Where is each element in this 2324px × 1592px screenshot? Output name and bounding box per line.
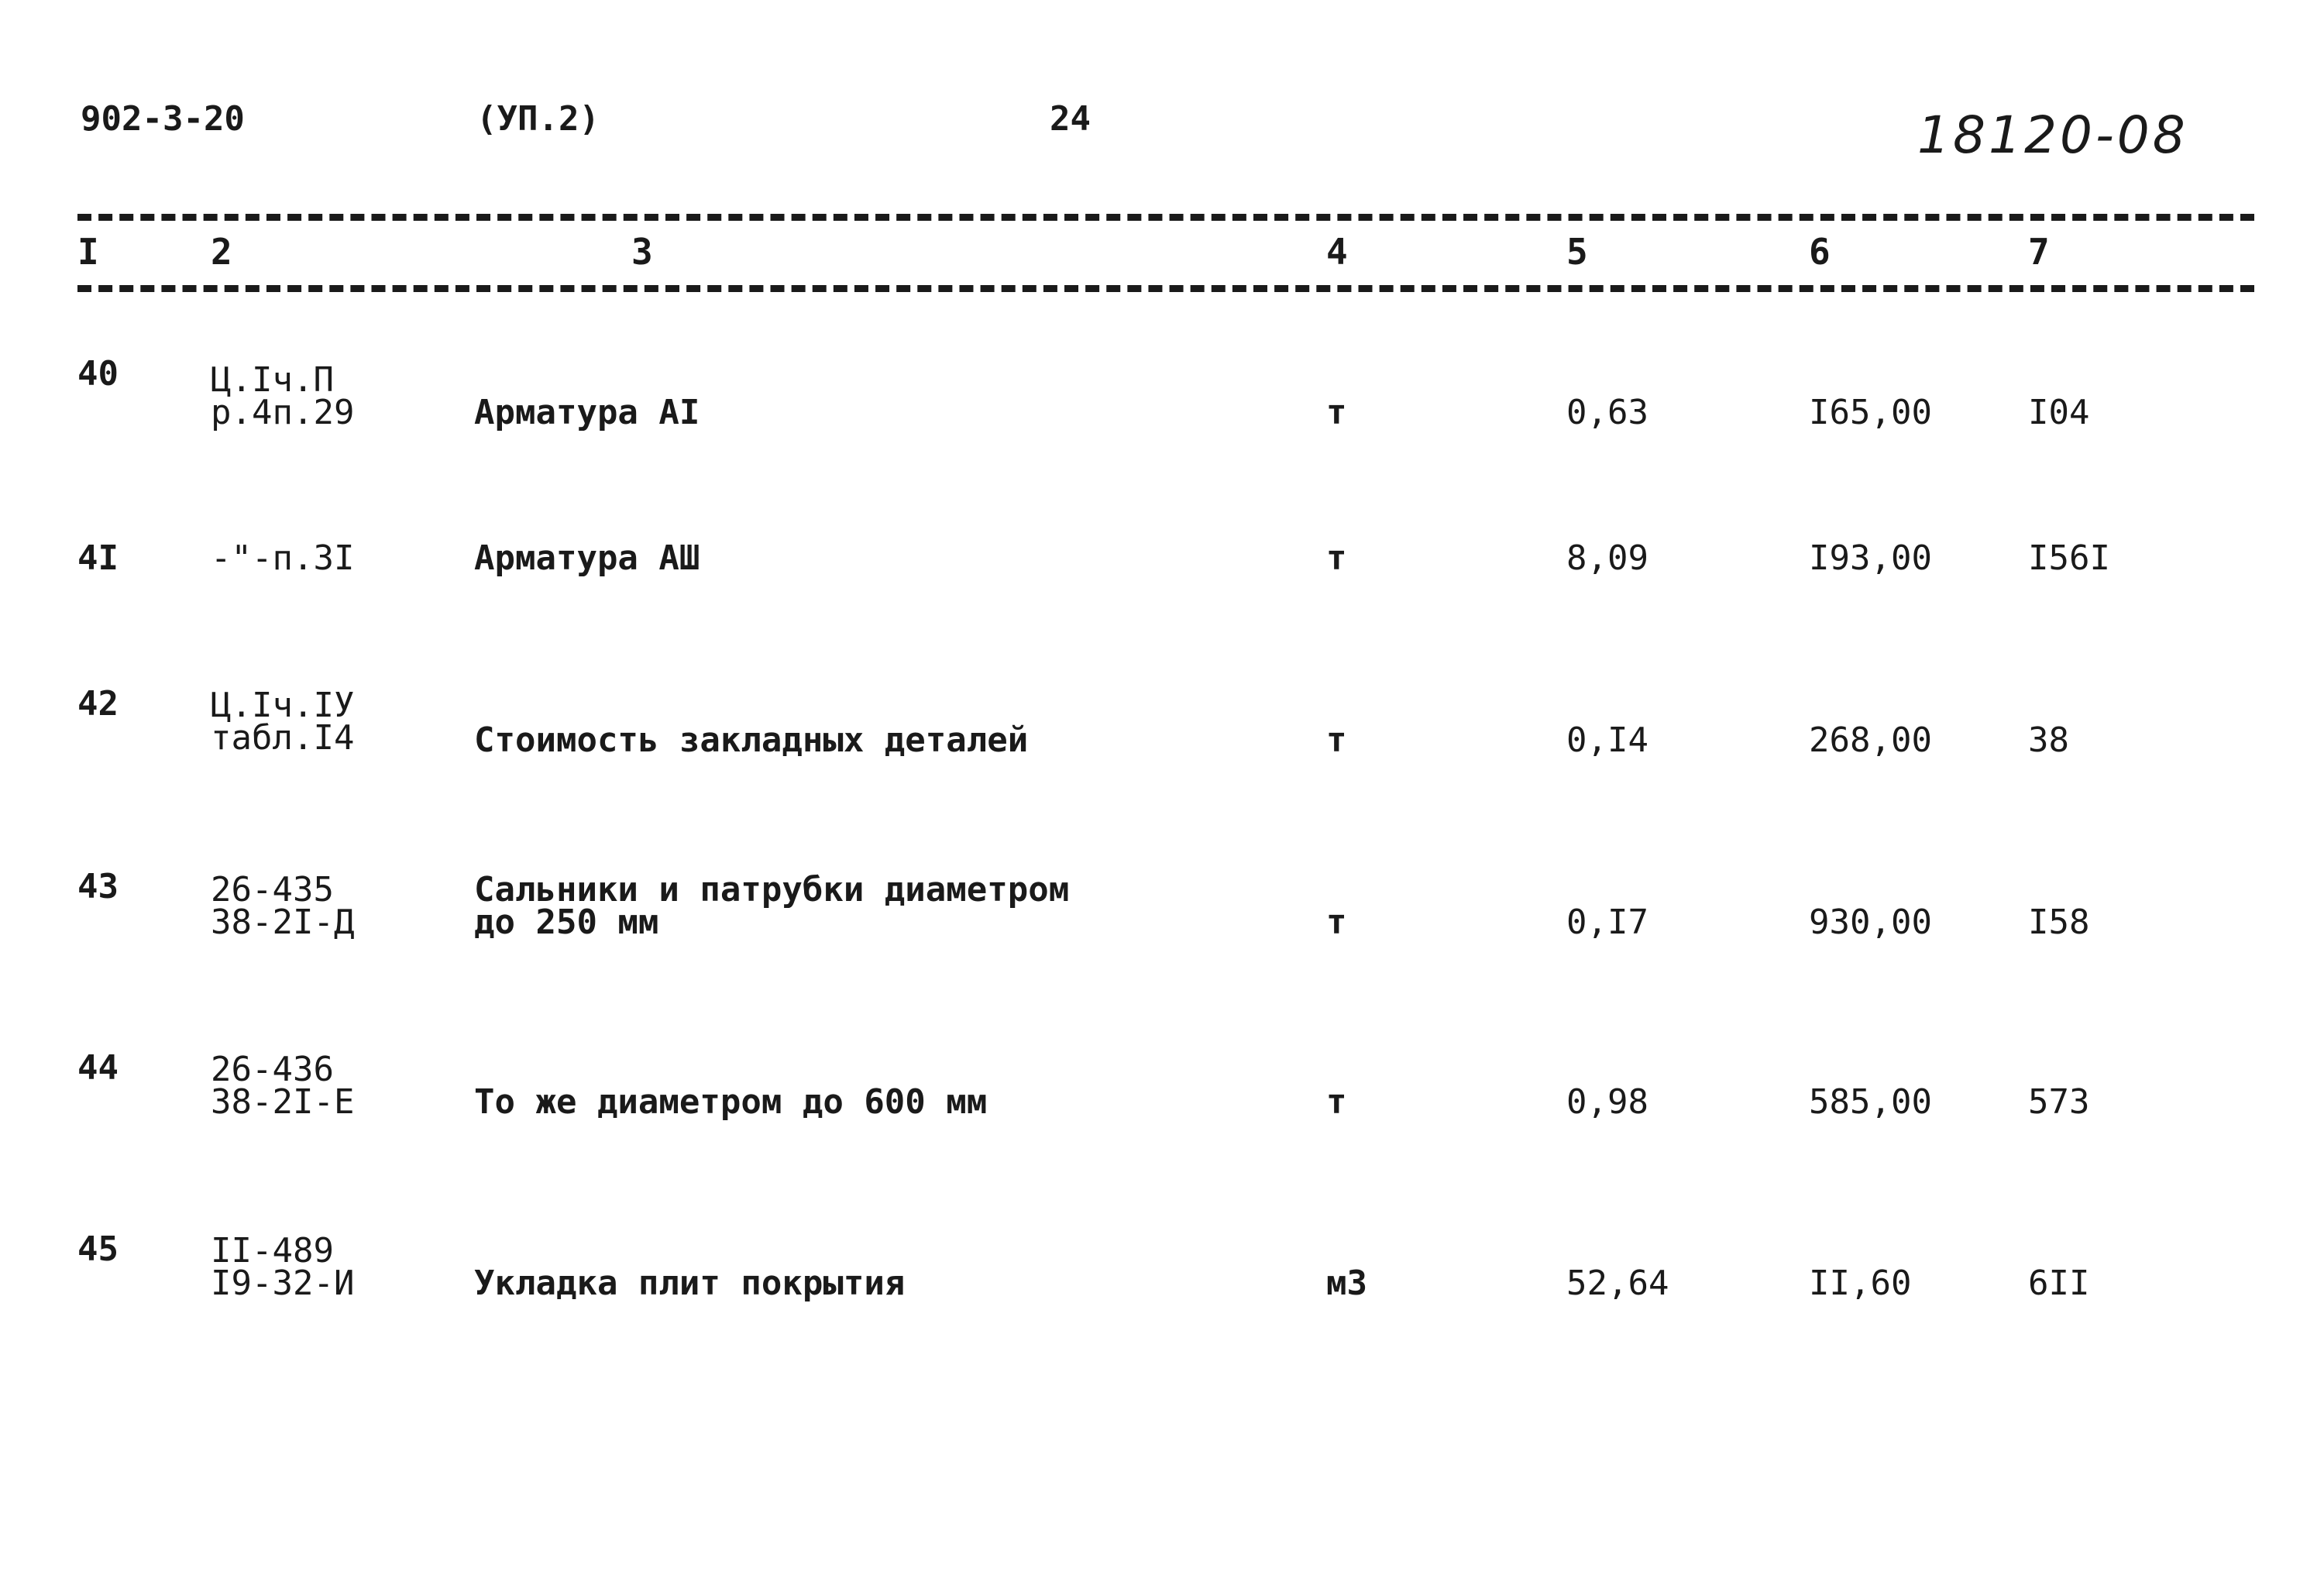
row-total: I04: [2028, 393, 2090, 432]
description-line: Арматура AШ: [474, 538, 700, 578]
row-description: [474, 720, 1029, 760]
description-line: Укладка плит покрытия: [474, 1264, 906, 1303]
reference-line: 26-435: [211, 870, 334, 909]
row-total: I56I: [2028, 538, 2110, 578]
row-total: I58: [2028, 903, 2090, 942]
row-unit: т: [1326, 1082, 1347, 1122]
header-top-divider: [77, 214, 2254, 221]
row-description: [474, 538, 700, 578]
description-line: до 250 мм: [474, 903, 659, 942]
row-total: 6II: [2028, 1264, 2090, 1303]
reference-line: I9-32-И: [211, 1264, 355, 1303]
reference-line: табл.I4: [211, 718, 355, 758]
row-unit-price: II,60: [1809, 1264, 1912, 1303]
row-number: 43: [77, 867, 119, 906]
row-quantity: 0,98: [1566, 1082, 1648, 1122]
row-quantity: 0,I4: [1566, 720, 1648, 760]
description-line: Стоимость закладных деталей: [474, 720, 1029, 760]
row-quantity: 52,64: [1566, 1264, 1669, 1303]
row-number: 40: [77, 354, 119, 394]
row-number: 42: [77, 684, 119, 724]
row-reference: [211, 360, 355, 432]
row-unit-price: I65,00: [1809, 393, 1932, 432]
row-quantity: 0,63: [1566, 393, 1648, 432]
row-total: 38: [2028, 720, 2069, 760]
row-unit: м3: [1326, 1264, 1367, 1303]
row-reference: [211, 538, 355, 578]
header-bottom-divider: [77, 285, 2254, 292]
row-reference: [211, 870, 355, 942]
row-description: [474, 1264, 906, 1303]
description-line: Арматура AI: [474, 393, 700, 432]
row-reference: [211, 1231, 355, 1303]
row-unit: т: [1326, 538, 1347, 578]
row-unit: т: [1326, 720, 1347, 760]
reference-line: II-489: [211, 1231, 334, 1271]
row-unit-price: I93,00: [1809, 538, 1932, 578]
reference-line: 38-2I-Е: [211, 1082, 355, 1122]
row-unit: т: [1326, 393, 1347, 432]
row-quantity: 8,09: [1566, 538, 1648, 578]
row-unit-price: 930,00: [1809, 903, 1932, 942]
reference-line: 26-436: [211, 1050, 334, 1089]
column-header-2: 2: [211, 231, 232, 273]
reference-line: Ц.Iч.П: [211, 360, 334, 400]
row-number: 45: [77, 1229, 119, 1269]
section-code: (УП.2): [476, 99, 600, 139]
description-line: Сальники и патрубки диаметром: [474, 870, 1070, 909]
column-header-3: 3: [631, 231, 653, 273]
row-number: 44: [77, 1048, 119, 1088]
row-unit-price: 268,00: [1809, 720, 1932, 760]
row-description: [474, 1082, 988, 1122]
column-header-6: 6: [1809, 231, 1831, 273]
column-header-5: 5: [1566, 231, 1588, 273]
row-unit-price: 585,00: [1809, 1082, 1932, 1122]
reference-line: Ц.Iч.IУ: [211, 686, 355, 725]
page-number: 24: [1050, 99, 1091, 139]
row-quantity: 0,I7: [1566, 903, 1648, 942]
row-unit: т: [1326, 903, 1347, 942]
row-reference: [211, 686, 355, 758]
row-number: 4I: [77, 538, 119, 578]
row-description: [474, 393, 700, 432]
reference-line: 38-2I-Д: [211, 903, 355, 942]
reference-line: -"-п.3I: [211, 538, 355, 578]
document-code: 902-3-20: [81, 99, 245, 139]
reference-line: р.4п.29: [211, 393, 355, 432]
handwritten-number: 18120-08: [1917, 105, 2188, 165]
column-header-4: 4: [1326, 231, 1348, 273]
description-line: То же диаметром до 600 мм: [474, 1082, 988, 1122]
row-total: 573: [2028, 1082, 2090, 1122]
column-header-1: I: [77, 231, 99, 273]
row-reference: [211, 1050, 355, 1122]
column-header-7: 7: [2028, 231, 2050, 273]
row-description: [474, 870, 1070, 942]
